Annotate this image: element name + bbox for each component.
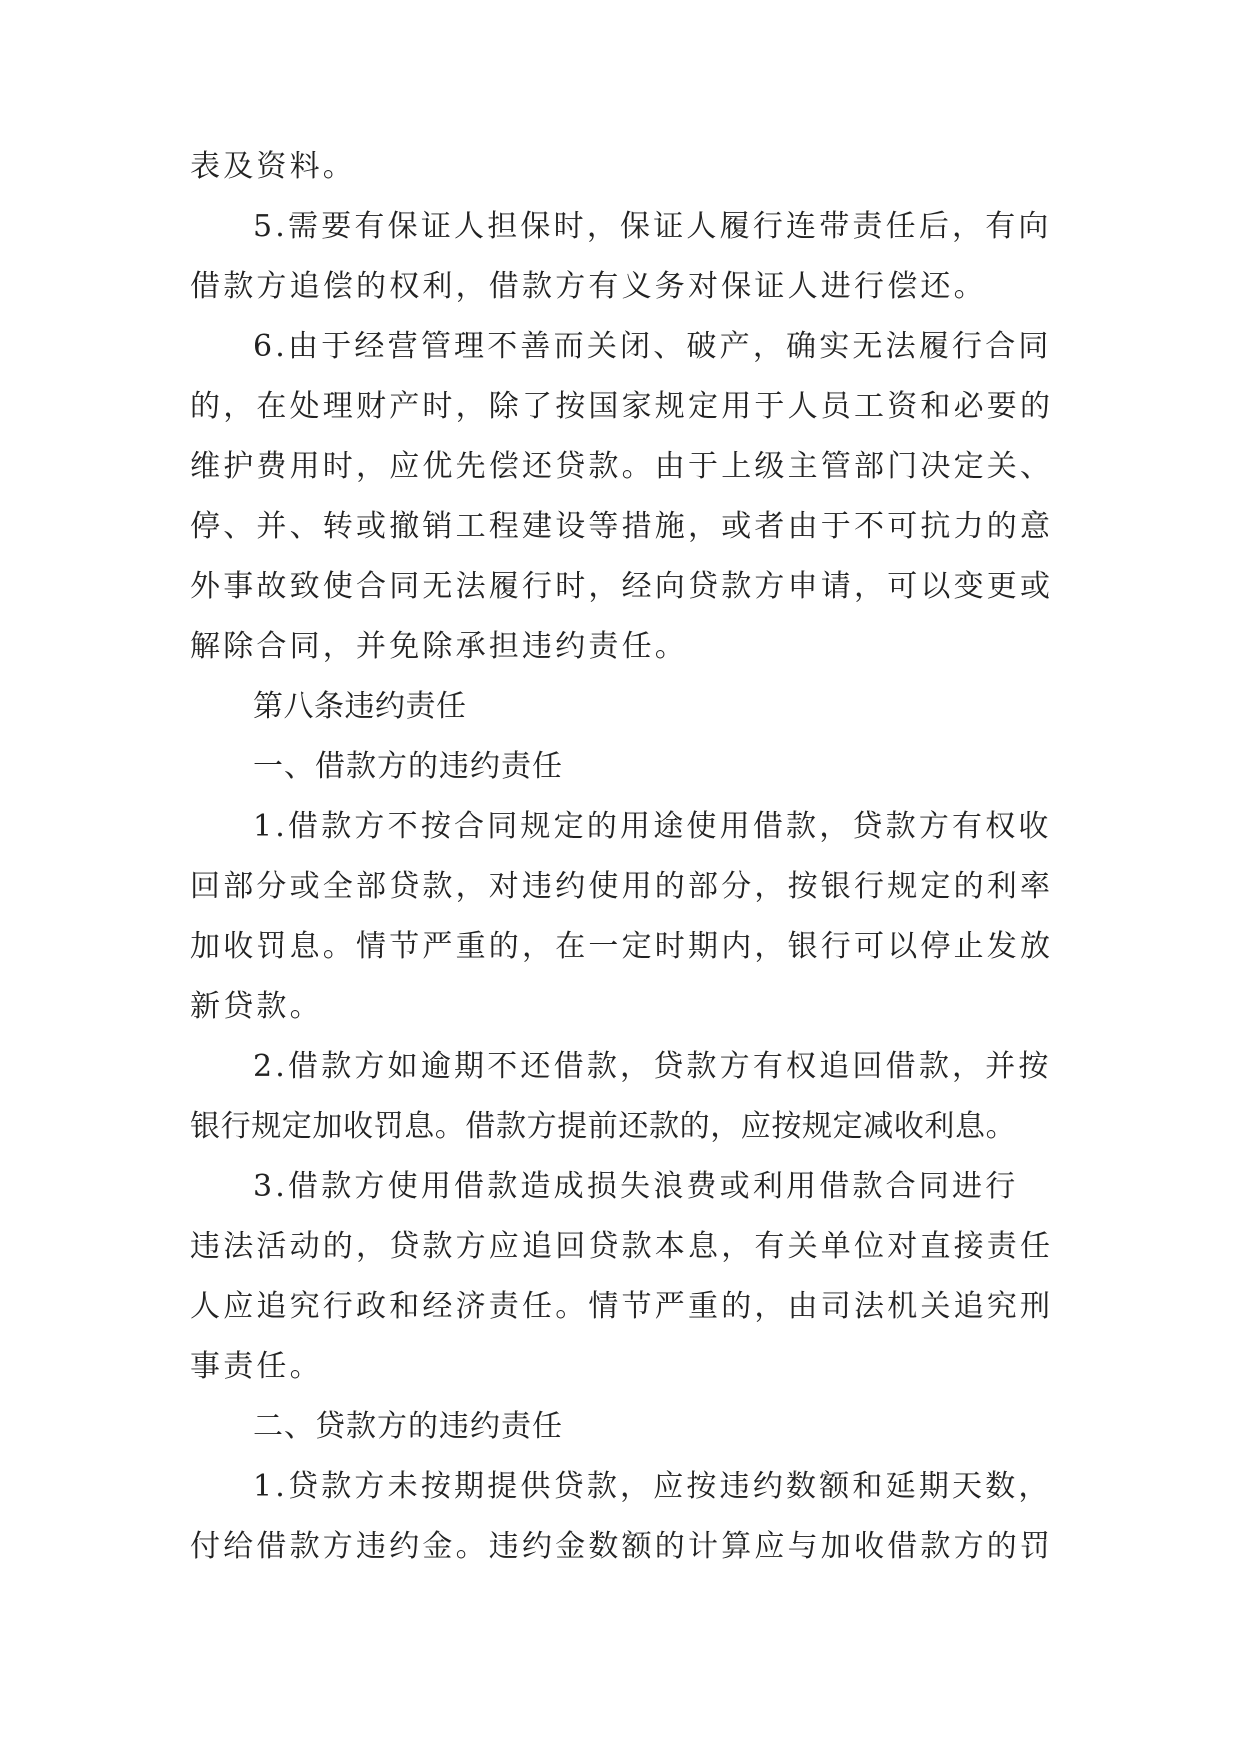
text-line: 表及资料。 xyxy=(190,149,356,184)
text-line: 加收罚息。情节严重的，在一定时期内，银行可以停止发放 xyxy=(190,929,1054,964)
text-line: 付给借款方违约金。违约金数额的计算应与加收借款方的罚 xyxy=(190,1529,1054,1564)
text-line: 解除合同，并免除承担违约责任。 xyxy=(190,629,688,664)
text-line: 1.贷款方未按期提供贷款，应按违约数额和延期天数， xyxy=(253,1469,1052,1504)
subsection-heading: 一、借款方的违约责任 xyxy=(253,749,563,784)
text-line: 2.借款方如逾期不还借款，贷款方有权追回借款，并按 xyxy=(253,1049,1052,1084)
text-line: 5.需要有保证人担保时，保证人履行连带责任后，有向 xyxy=(253,209,1052,244)
text-line: 违法活动的，贷款方应追回贷款本息，有关单位对直接责任 xyxy=(190,1229,1054,1264)
text-line: 3.借款方使用借款造成损失浪费或利用借款合同进行 xyxy=(253,1169,1019,1204)
text-line: 新贷款。 xyxy=(190,989,323,1024)
text-line: 6.由于经营管理不善而关闭、破产，确实无法履行合同 xyxy=(253,329,1052,364)
text-line: 银行规定加收罚息。借款方提前还款的，应按规定减收利息。 xyxy=(190,1109,1017,1144)
text-line: 停、并、转或撤销工程建设等措施，或者由于不可抗力的意 xyxy=(190,509,1054,544)
text-line: 维护费用时，应优先偿还贷款。由于上级主管部门决定关、 xyxy=(190,449,1054,484)
text-line: 回部分或全部贷款，对违约使用的部分，按银行规定的利率 xyxy=(190,869,1054,904)
text-line: 人应追究行政和经济责任。情节严重的，由司法机关追究刑 xyxy=(190,1289,1054,1324)
text-line: 外事故致使合同无法履行时，经向贷款方申请，可以变更或 xyxy=(190,569,1054,604)
text-line: 1.借款方不按合同规定的用途使用借款，贷款方有权收 xyxy=(253,809,1052,844)
text-line: 的，在处理财产时，除了按国家规定用于人员工资和必要的 xyxy=(190,389,1054,424)
section-heading: 第八条违约责任 xyxy=(253,689,467,724)
text-line: 事责任。 xyxy=(190,1349,323,1384)
text-line: 借款方追偿的权利，借款方有义务对保证人进行偿还。 xyxy=(190,269,987,304)
subsection-heading: 二、贷款方的违约责任 xyxy=(253,1409,563,1444)
